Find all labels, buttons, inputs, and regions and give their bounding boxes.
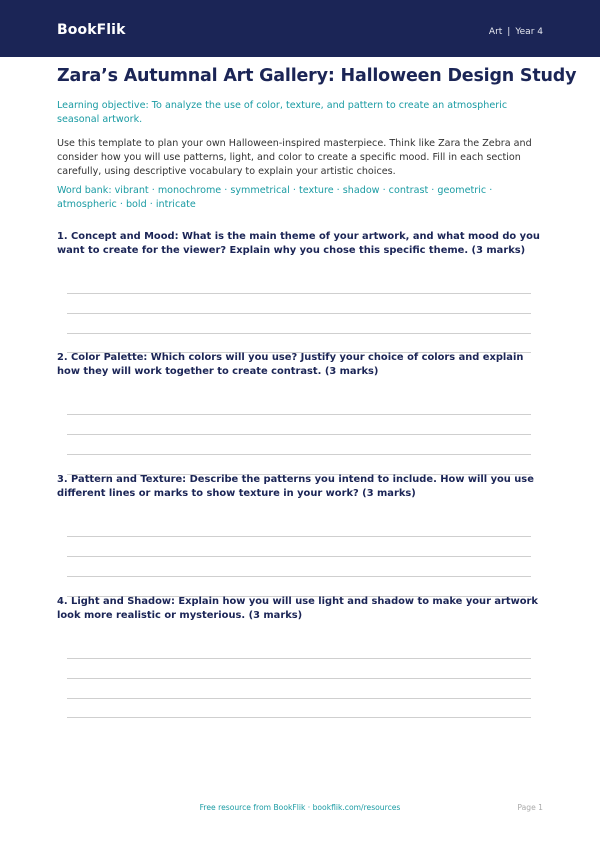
answer-line[interactable] <box>67 536 531 537</box>
header-bar <box>0 0 600 57</box>
answer-line[interactable] <box>67 678 531 679</box>
question-2: 2. Color Palette: Which colors will you use? Justify your choice of colors and explain how they will work together to create contrast. (3 marks) <box>57 352 524 377</box>
subject-year <box>489 27 543 37</box>
answer-line[interactable] <box>67 717 531 718</box>
page-title: Zara’s Autumnal Art Gallery: Halloween Design Study <box>57 66 577 86</box>
brand-logo: BookFlik <box>57 22 126 38</box>
learning-objective: Learning objective: To analyze the use of color, texture, and pattern to create an atmospheric seasonal artwork. <box>57 100 508 125</box>
word-bank: Word bank: vibrant · monochrome · symmetrical · texture · shadow · contrast · geometric · atmospheric · bold · intricate <box>57 185 493 210</box>
answer-line[interactable] <box>67 556 531 557</box>
footer-resource-link[interactable]: Free resource from BookFlik · bookflik.com/resources <box>199 803 401 812</box>
answer-line[interactable] <box>67 293 531 294</box>
meta-separator: | <box>507 27 511 37</box>
answer-line[interactable] <box>67 658 531 659</box>
page-number: Page 1 <box>517 803 543 812</box>
answer-line[interactable] <box>67 414 531 415</box>
instructions-text: Use this template to plan your own Halloween-inspired masterpiece. Think like Zara the Zebra and consider how you will use patterns, light, and color to create a specific mood. Fill in each section carefully, using descriptive vocabulary to explain your artistic choices. <box>57 138 532 177</box>
year-label: Year 4 <box>515 27 543 37</box>
question-4: 4. Light and Shadow: Explain how you will use light and shadow to make your artwork look more realistic or mysterious. (3 marks) <box>57 596 538 621</box>
answer-line[interactable] <box>67 434 531 435</box>
question-3: 3. Pattern and Texture: Describe the patterns you intend to include. How will you use different lines or marks to show texture in your work? (3 marks) <box>57 474 534 499</box>
answer-line[interactable] <box>67 698 531 699</box>
answer-line[interactable] <box>67 576 531 577</box>
answer-line[interactable] <box>67 313 531 314</box>
answer-line[interactable] <box>67 333 531 334</box>
answer-line[interactable] <box>67 454 531 455</box>
question-1: 1. Concept and Mood: What is the main theme of your artwork, and what mood do you want to create for the viewer? Explain why you chose this specific theme. (3 marks) <box>57 231 540 256</box>
subject-label: Art <box>488 27 503 37</box>
